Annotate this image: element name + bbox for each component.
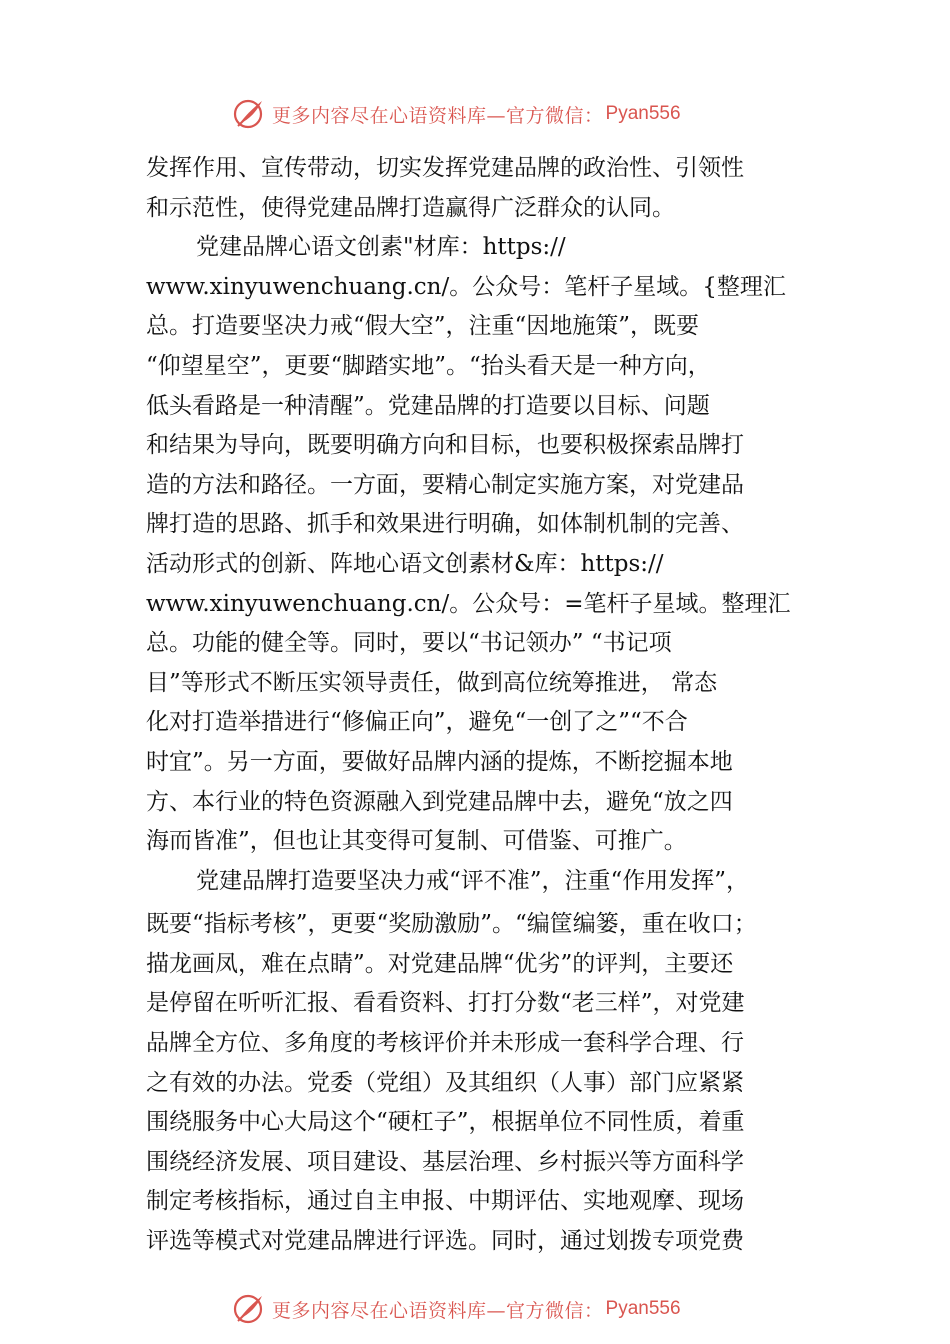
text-line: 党建品牌心语文创素"材库：https:// <box>196 234 566 261</box>
text-line: 目”等形式不断压实领导责任，做到高位统筹推进， 常态 <box>146 669 718 696</box>
text-line: www.xinyuwenchuang.cn/。公众号：笔杆子星域。{整理汇 <box>146 273 786 300</box>
text-line: www.xinyuwenchuang.cn/。公众号：=笔杆子星域。整理汇 <box>146 590 791 617</box>
text-line: 时宜”。另一方面，要做好品牌内涵的提炼，不断挖掘本地 <box>146 748 733 775</box>
text-line: “仰望星空”，更要“脚踏实地”。“抬头看天是一种方向， <box>146 352 711 379</box>
text-line: 既要“指标考核”，更要“奖励激励”。“编筐编篓，重在收口； <box>146 911 757 938</box>
text-line: 方、本行业的特色资源融入到党建品牌中去，避免“放之四 <box>146 788 733 815</box>
text-line: 牌打造的思路、抓手和效果进行明确，如体制机制的完善、 <box>146 511 744 538</box>
text-line: 总。功能的健全等。同时，要以“书记领办” “书记项 <box>146 630 672 657</box>
footer-banner <box>232 1291 681 1327</box>
text-line: 活动形式的创新、阵地心语文创素材&库：https:// <box>146 550 664 577</box>
text-line: 和示范性，使得党建品牌打造赢得广泛群众的认同。 <box>146 194 675 221</box>
text-line: 海而皆准”，但也让其变得可复制、可借鉴、可推广。 <box>146 828 687 855</box>
text-line: 是停留在听听汇报、看看资料、打打分数“老三样”，对党建 <box>146 990 745 1017</box>
text-line: 发挥作用、宣传带动，切实发挥党建品牌的政治性、引领性 <box>146 155 744 181</box>
text-line: 品牌全方位、多角度的考核评价并未形成一套科学合理、行 <box>146 1030 744 1057</box>
quill-logo-icon <box>232 1292 266 1326</box>
text-line: 围绕经济发展、项目建设、基层治理、乡村振兴等方面科学 <box>146 1148 744 1175</box>
text-line: 造的方法和路径。一方面，要精心制定实施方案，对党建品 <box>146 471 744 498</box>
document-body <box>146 149 836 1262</box>
text-line: 总。打造要坚决力戒“假大空”，注重“因地施策”，既要 <box>146 313 700 340</box>
text-line: 和结果为导向，既要明确方向和目标，也要积极探索品牌打 <box>146 432 744 459</box>
text-line: 化对打造举措进行“修偏正向”，避免“一创了之”“不合 <box>146 709 688 736</box>
quill-logo-icon <box>232 97 266 131</box>
banner-text: 更多内容尽在心语资料库—官方微信： <box>272 104 604 127</box>
text-line: 制定考核指标，通过自主申报、中期评估、实地观摩、现场 <box>146 1188 744 1215</box>
banner-text: 更多内容尽在心语资料库—官方微信： <box>272 1299 604 1322</box>
header-banner <box>232 96 681 132</box>
text-line: 评选等模式对党建品牌进行评选。同时，通过划拨专项党费 <box>146 1228 744 1255</box>
text-line: 描龙画凤，难在点睛”。对党建品牌“优劣”的评判，主要还 <box>146 950 734 977</box>
banner-wechat-id: Pyan556 <box>605 1298 681 1319</box>
text-line: 党建品牌打造要坚决力戒“评不准”，注重“作用发挥”， <box>196 867 750 894</box>
text-line: 之有效的办法。党委（党组）及其组织（人事）部门应紧紧 <box>146 1069 744 1096</box>
text-line: 围绕服务中心大局这个“硬杠子”，根据单位不同性质，着重 <box>146 1109 745 1136</box>
text-line: 低头看路是一种清醒”。党建品牌的打造要以目标、问题 <box>146 392 710 419</box>
banner-wechat-id: Pyan556 <box>605 103 681 124</box>
